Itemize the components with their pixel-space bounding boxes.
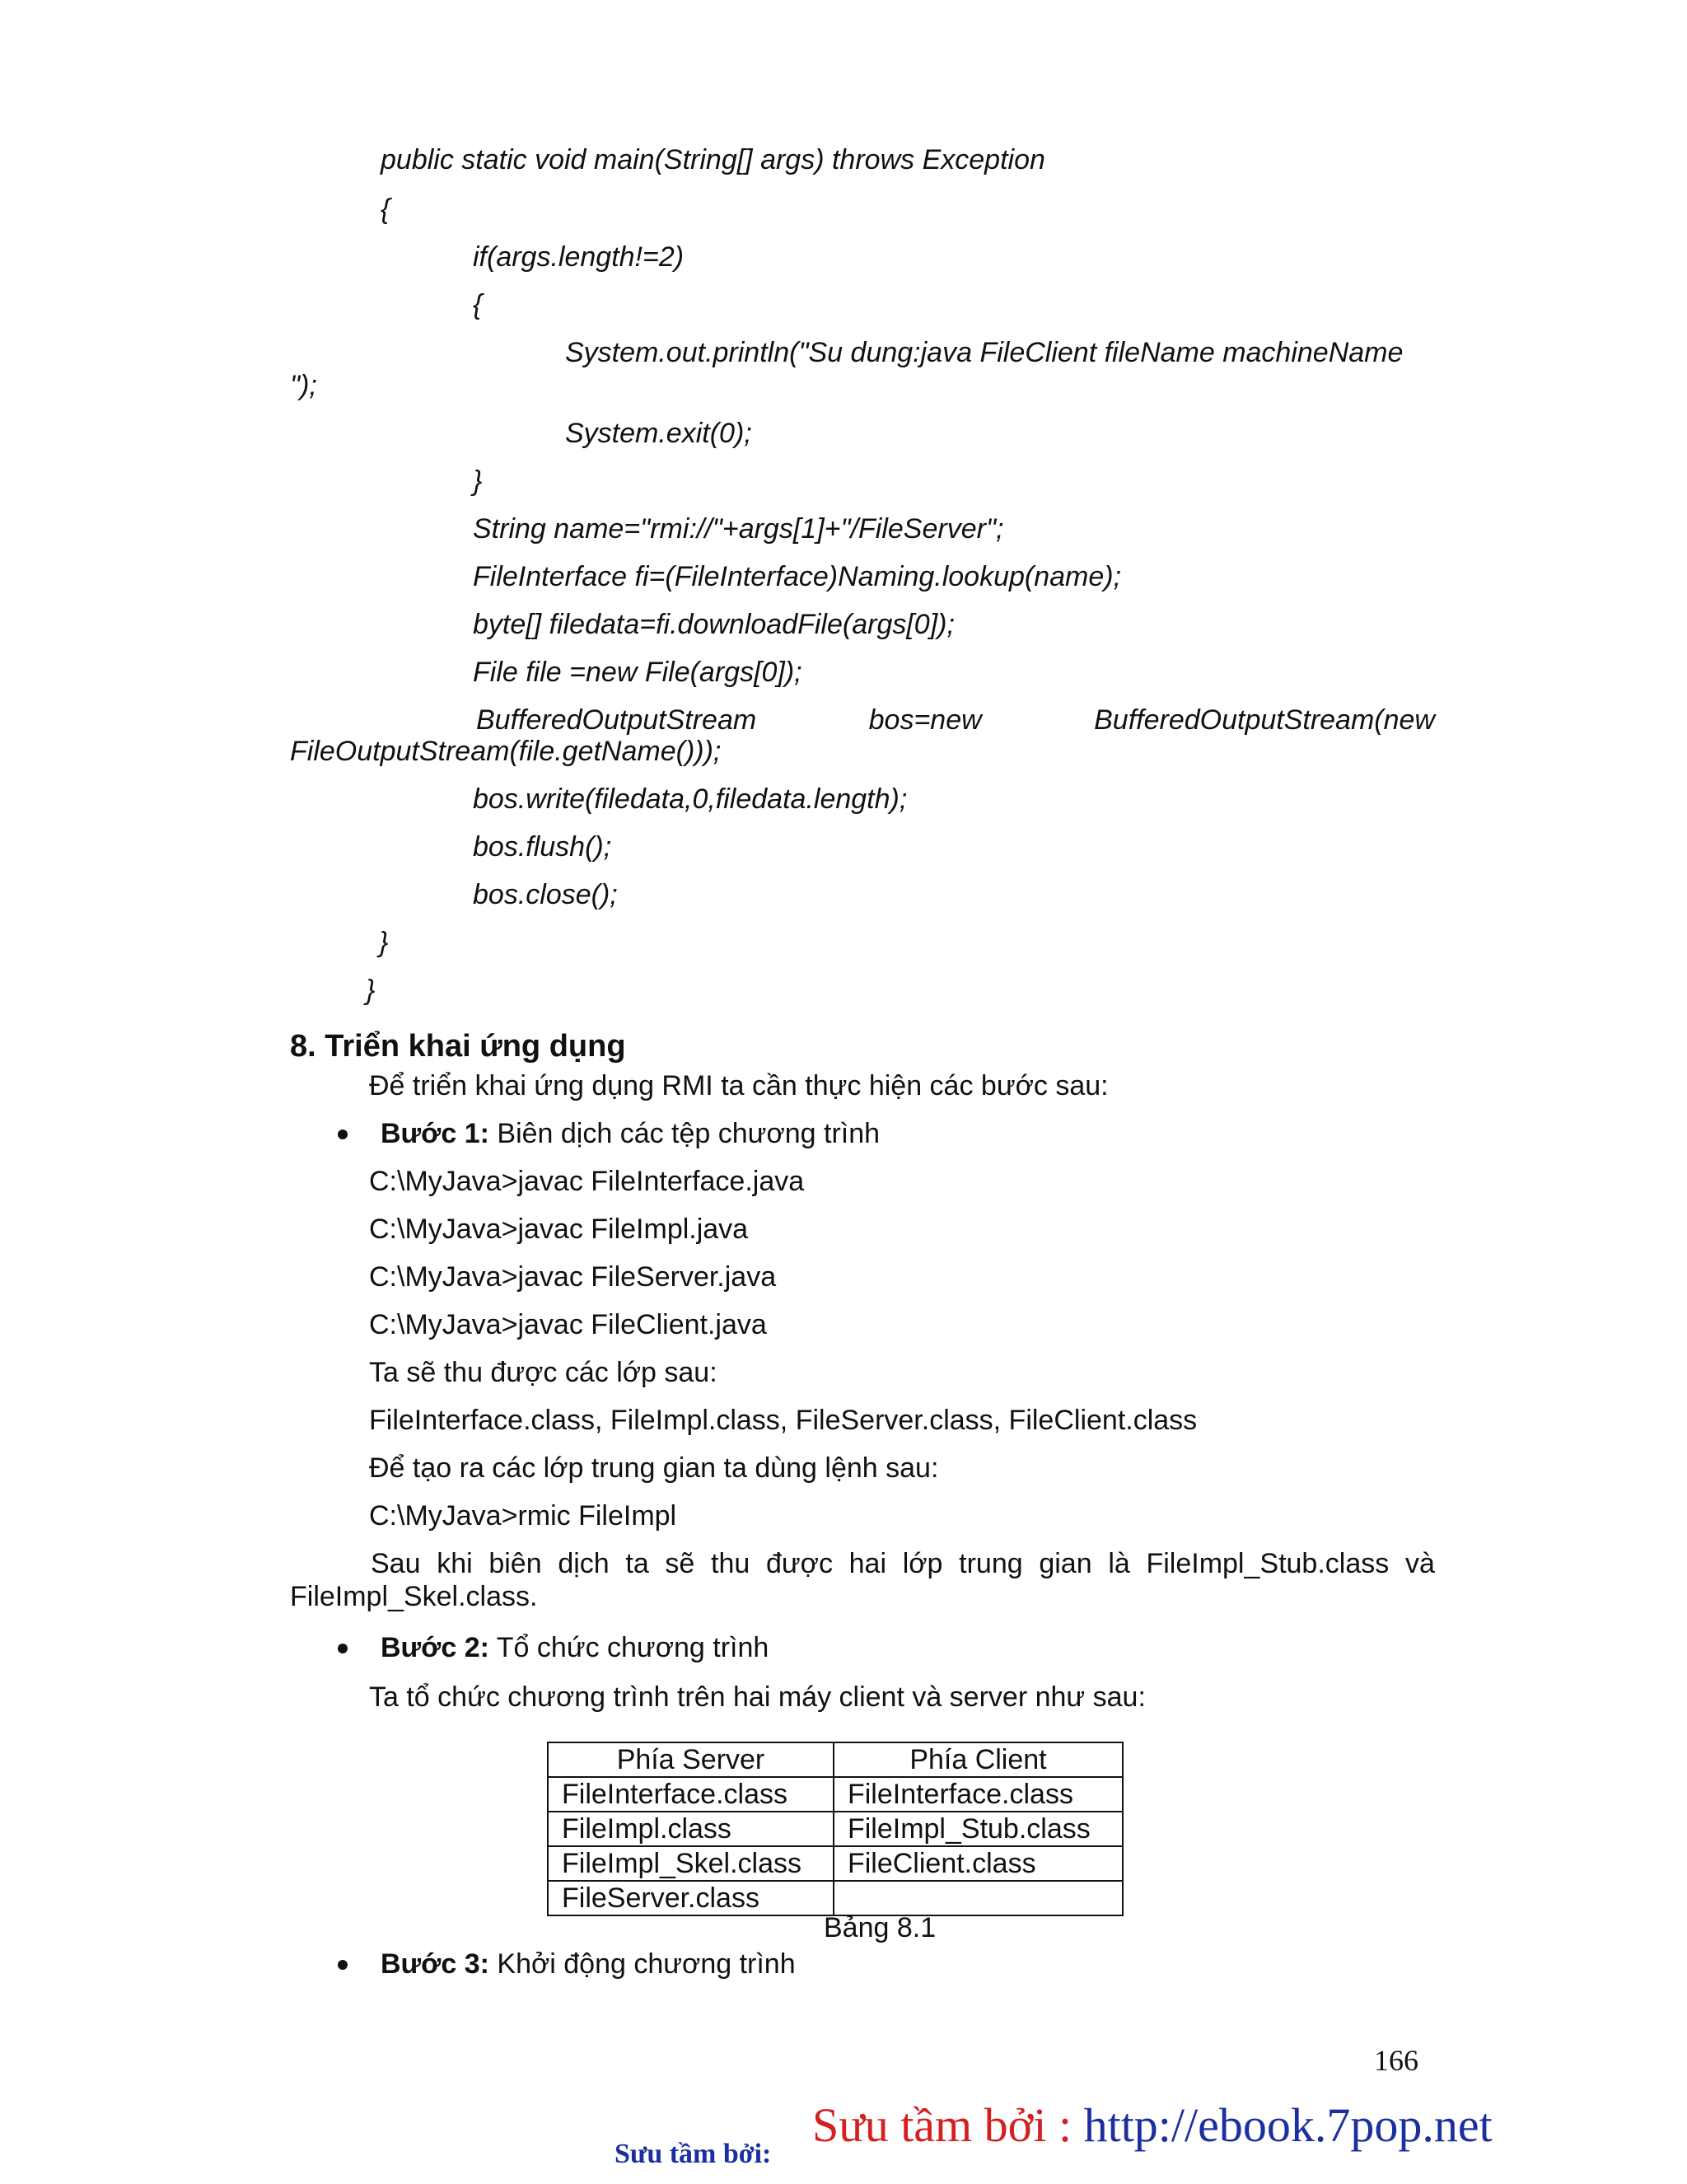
code-line: bos.flush();	[473, 831, 612, 863]
table-cell: FileClient.class	[834, 1846, 1123, 1881]
code-line: if(args.length!=2)	[473, 241, 685, 273]
code-word: bos=new	[868, 704, 982, 736]
word: Sau	[371, 1548, 421, 1579]
word: dịch	[558, 1548, 610, 1579]
table-row	[548, 1881, 1123, 1915]
class-distribution-table	[547, 1742, 1124, 1916]
word: thu	[711, 1548, 750, 1579]
word: hai	[848, 1548, 887, 1579]
code-line: }	[379, 927, 389, 958]
watermark-prefix: Sưu tầm bởi :	[812, 2098, 1072, 2152]
paragraph: Để tạo ra các lớp trung gian ta dùng lệnh sau:	[369, 1452, 939, 1484]
step-label: Bước 2:	[381, 1632, 489, 1663]
table-cell: FileInterface.class	[834, 1777, 1123, 1812]
table-row	[548, 1812, 1123, 1846]
code-line: System.exit(0);	[565, 418, 752, 449]
command-line: C:\MyJava>javac FileClient.java	[369, 1309, 767, 1340]
word: trung	[959, 1548, 1023, 1579]
code-line: FileOutputStream(file.getName()));	[290, 736, 722, 767]
code-word: BufferedOutputStream(new	[1094, 704, 1435, 736]
paragraph: FileInterface.class, FileImpl.class, FileServer.class, FileClient.class	[369, 1405, 1198, 1436]
code-line-justified	[476, 704, 1435, 737]
word: và	[1404, 1548, 1435, 1579]
code-line: }	[366, 975, 376, 1006]
step-1-bullet	[381, 1117, 880, 1150]
code-line: ");	[290, 370, 317, 401]
paragraph: Ta sẽ thu được các lớp sau:	[369, 1357, 717, 1388]
bullet-icon	[338, 1129, 348, 1139]
step-text: Biên dịch các tệp chương trình	[497, 1118, 881, 1149]
intro-paragraph: Để triển khai ứng dụng RMI ta cần thực hiện các bước sau:	[369, 1070, 1109, 1101]
justified-paragraph-line	[371, 1547, 1435, 1580]
code-line: FileInterface fi=(FileInterface)Naming.lookup(name);	[473, 561, 1122, 592]
table-header: Phía Server	[548, 1742, 834, 1777]
word: biên	[488, 1548, 542, 1579]
table-cell: FileInterface.class	[548, 1777, 834, 1812]
step-label: Bước 1:	[381, 1118, 489, 1149]
bullet-icon	[338, 1644, 348, 1653]
table-row	[548, 1777, 1123, 1812]
code-line: System.out.println("Su dung:java FileClient fileName machineName	[565, 337, 1404, 368]
step-text: Tổ chức chương trình	[496, 1632, 769, 1663]
code-line: {	[381, 194, 390, 225]
table-cell: FileImpl_Skel.class	[548, 1846, 834, 1881]
table-header: Phía Client	[834, 1742, 1123, 1777]
step-label: Bước 3:	[381, 1948, 489, 1980]
command-line: C:\MyJava>javac FileInterface.java	[369, 1166, 805, 1197]
paragraph: Ta tổ chức chương trình trên hai máy client và server như sau:	[369, 1681, 1146, 1713]
table-row	[548, 1846, 1123, 1881]
word: FileImpl_Stub.class	[1146, 1548, 1390, 1579]
word: sẽ	[665, 1548, 695, 1579]
table-cell: FileImpl_Stub.class	[834, 1812, 1123, 1846]
section-heading: 8. Triển khai ứng dụng	[290, 1029, 626, 1064]
word: là	[1108, 1548, 1130, 1579]
step-3-bullet	[381, 1948, 796, 1981]
word: được	[765, 1548, 833, 1579]
command-line: C:\MyJava>rmic FileImpl	[369, 1500, 677, 1532]
step-2-bullet	[381, 1631, 769, 1664]
code-line: }	[473, 465, 483, 497]
code-line: byte[] filedata=fi.downloadFile(args[0]);	[473, 609, 955, 640]
table-cell	[834, 1881, 1123, 1915]
command-line: C:\MyJava>javac FileServer.java	[369, 1261, 777, 1293]
step-text: Khởi động chương trình	[497, 1948, 796, 1980]
word: lớp	[902, 1548, 943, 1579]
bullet-icon	[338, 1960, 348, 1970]
code-line: bos.close();	[473, 879, 618, 910]
word: gian	[1039, 1548, 1092, 1579]
code-line: bos.write(filedata,0,filedata.length);	[473, 783, 908, 815]
table-header-row	[548, 1742, 1123, 1777]
code-line: {	[473, 289, 483, 320]
paragraph-end: FileImpl_Skel.class.	[290, 1581, 538, 1612]
code-line: String name="rmi://"+args[1]+"/FileServer";	[473, 513, 1004, 545]
command-line: C:\MyJava>javac FileImpl.java	[369, 1214, 749, 1245]
watermark-url[interactable]: http://ebook.7pop.net	[1083, 2098, 1493, 2152]
footer-watermark	[812, 2097, 1493, 2153]
code-word: BufferedOutputStream	[476, 704, 757, 736]
footer-credit-label: Sưu tầm bởi:	[615, 2139, 772, 2169]
table-cell: FileServer.class	[548, 1881, 834, 1915]
word: ta	[625, 1548, 649, 1579]
code-line: public static void main(String[] args) throws Exception	[381, 144, 1045, 175]
code-line: File file =new File(args[0]);	[473, 657, 802, 688]
table-cell: FileImpl.class	[548, 1812, 834, 1846]
table-caption: Bảng 8.1	[824, 1912, 937, 1943]
page-number: 166	[1374, 2044, 1418, 2077]
word: khi	[437, 1548, 473, 1579]
